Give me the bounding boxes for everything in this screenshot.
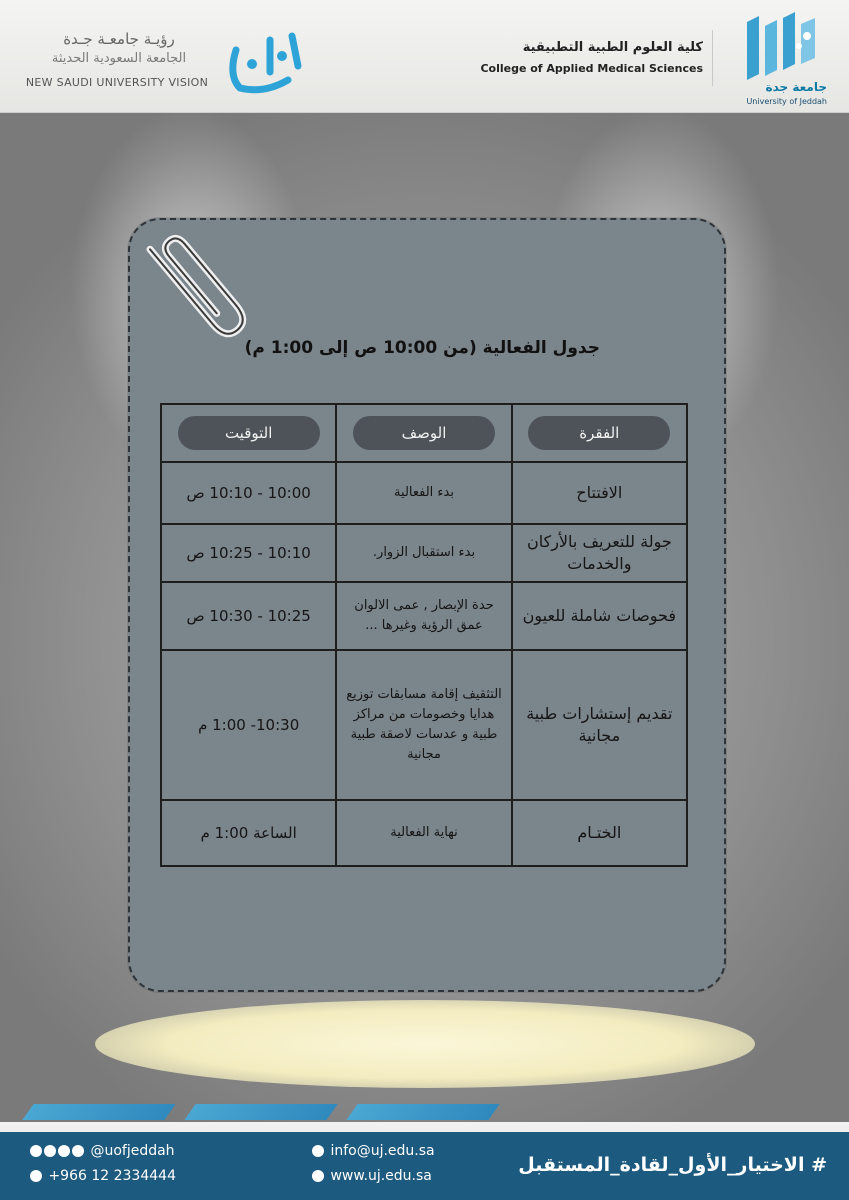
schedule-title: جدول الفعالية (من 10:00 ص إلى 1:00 م) xyxy=(244,338,600,358)
time-cell: 10:25 - 10:30 ص xyxy=(161,582,336,650)
social-handle[interactable]: @uofjeddah xyxy=(90,1143,175,1159)
vision-logo-icon xyxy=(218,28,316,98)
time-cell: 10:30- 1:00 م xyxy=(161,650,336,800)
time-cell: 10:10 - 10:25 ص xyxy=(161,524,336,582)
university-name-en: University of Jeddah xyxy=(746,97,827,106)
table-row xyxy=(161,524,687,582)
item-cell: الختـام xyxy=(512,800,687,866)
website-row xyxy=(312,1168,432,1184)
item-cell: فحوصات شاملة للعيون xyxy=(512,582,687,650)
accent-bar xyxy=(22,1104,175,1120)
social-icons xyxy=(30,1143,86,1159)
accent-bar xyxy=(346,1104,499,1120)
vision-title-en: NEW SAUDI UNIVERSITY VISION xyxy=(25,76,209,89)
vision-title-ar: رؤيـة جامعـة جـدة xyxy=(63,30,175,48)
desc-cell: بدء الفعالية xyxy=(336,462,511,524)
phone-row xyxy=(30,1168,176,1184)
header-cell-desc xyxy=(336,404,511,462)
college-name-en: College of Applied Medical Sciences xyxy=(480,62,703,75)
email-icon xyxy=(312,1145,324,1157)
vision-subtitle-ar: الجامعة السعودية الحديثة xyxy=(51,51,187,66)
spotlight-ellipse xyxy=(95,1000,755,1088)
table-row xyxy=(161,800,687,866)
desc-cell: حدة الإبصار , عمى الالوان عمق الرؤية وغيرها ... xyxy=(336,582,511,650)
web-icon xyxy=(312,1170,324,1182)
email-address[interactable]: info@uj.edu.sa xyxy=(330,1143,435,1159)
university-name-ar: جامعة جدة xyxy=(765,80,827,94)
website-link[interactable]: www.uj.edu.sa xyxy=(330,1168,432,1184)
desc-cell: بدء استقبال الزوار. xyxy=(336,524,511,582)
item-cell: جولة للتعريف بالأركان والخدمات xyxy=(512,524,687,582)
header-divider xyxy=(712,30,713,86)
item-cell: تقديم إستشارات طبية مجانية xyxy=(512,650,687,800)
social-row xyxy=(30,1143,175,1159)
time-cell: 10:00 - 10:10 ص xyxy=(161,462,336,524)
header-cell-time xyxy=(161,404,336,462)
header-cell-item xyxy=(512,404,687,462)
time-cell: الساعة 1:00 م xyxy=(161,800,336,866)
schedule-table xyxy=(160,403,688,867)
table-row xyxy=(161,582,687,650)
header-desc-label: الوصف xyxy=(353,416,495,450)
table-header-row xyxy=(161,404,687,462)
phone-number[interactable]: +966 12 2334444 xyxy=(48,1168,176,1184)
accent-bar xyxy=(184,1104,337,1120)
item-cell: الافتتاح xyxy=(512,462,687,524)
table-row xyxy=(161,462,687,524)
header-time-label: التوقيت xyxy=(178,416,320,450)
desc-cell: نهاية الفعالية xyxy=(336,800,511,866)
table-row xyxy=(161,650,687,800)
footer-accent-bars xyxy=(0,1104,849,1122)
slogan-hashtag: # الاختيار_الأول_لقادة_المستقبل xyxy=(518,1154,827,1176)
desc-cell: التثقيف إقامة مسابقات توزيع هدايا وخصومات من مراكز طبية و عدسات لاصقة طبية مجانية xyxy=(336,650,511,800)
college-name-ar: كلية العلوم الطبية التطبيقية xyxy=(522,40,703,55)
header-item-label: الفقرة xyxy=(528,416,670,450)
email-row xyxy=(312,1143,435,1159)
header xyxy=(0,0,849,113)
phone-icon xyxy=(30,1170,42,1182)
